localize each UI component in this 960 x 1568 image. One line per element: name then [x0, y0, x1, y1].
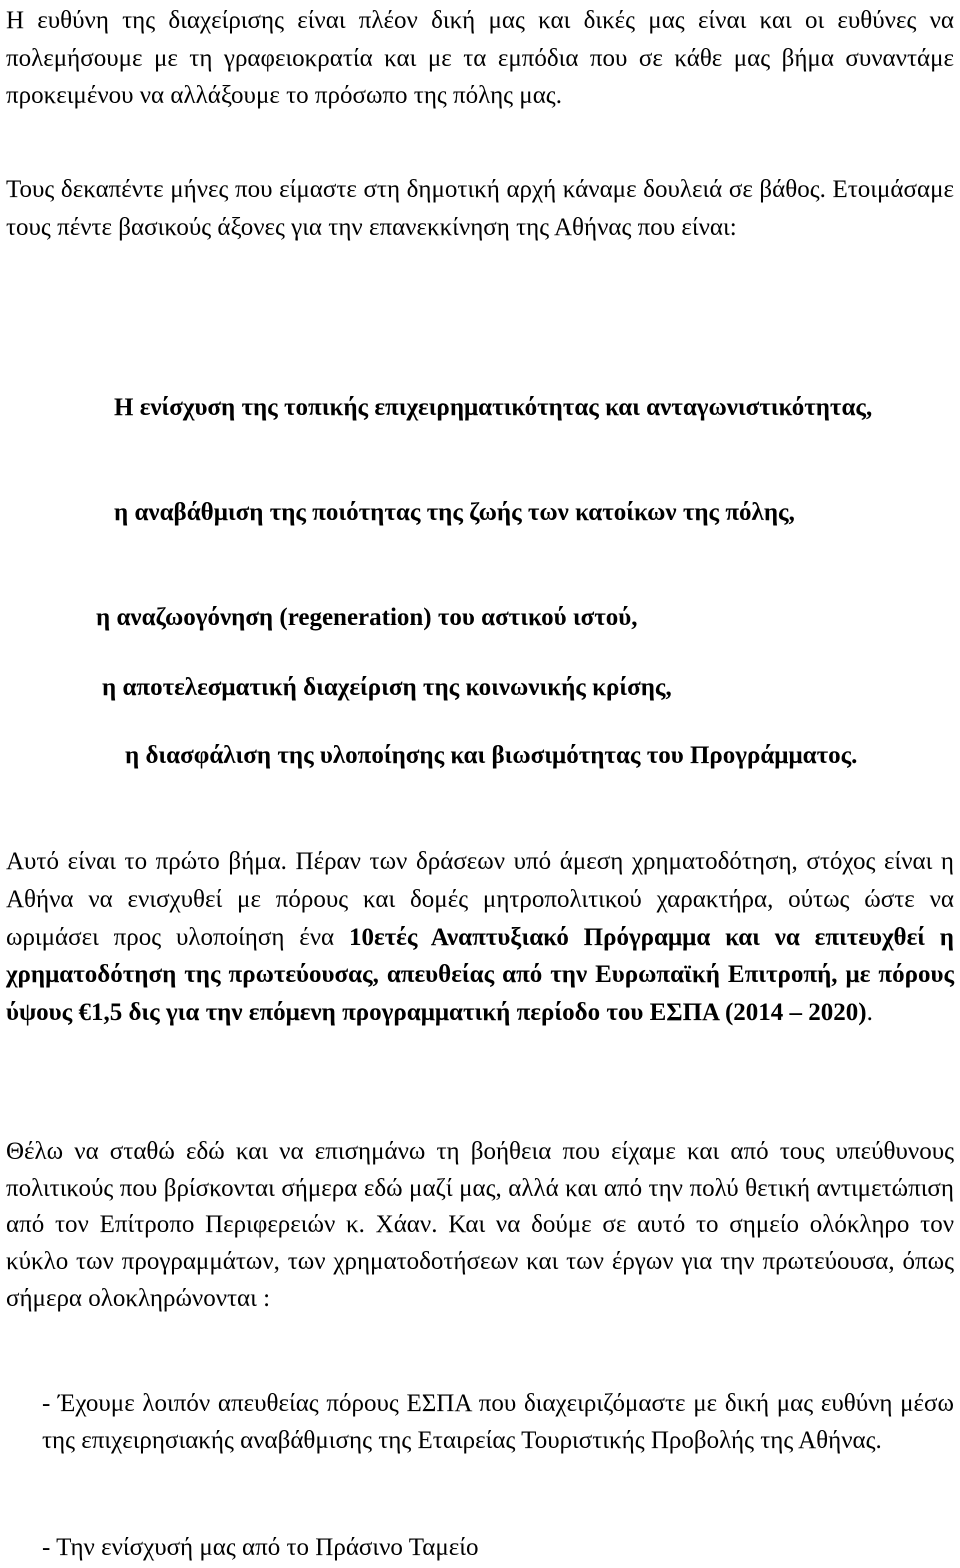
step-bold-text: 10ετές Αναπτυξιακό Πρόγραμμα και να επιτευχθεί η χρηματοδότηση της πρωτεύουσας, απευθείας από την Ευρωπαϊκή Επιτροπή, με πόρους ύψους €1,5 δις για την επόμενη προγραμματική περίοδο του ΕΣΠΑ (2014 – 2020) — [6, 923, 954, 1027]
axis-item-2-text: η αναβάθμιση της ποιότητας της ζωής των κατοίκων της πόλης, — [114, 499, 795, 526]
axis-item-3-text: η αναζωογόνηση (regeneration) του αστικού ιστού, — [96, 604, 638, 631]
step-plain-text: Αυτό είναι το πρώτο βήμα. Πέραν των δράσεων υπό άμεση χρηματοδότηση, στόχος είναι η Αθήνα να ενισχυθεί με πόρους και δομές μητροπολιτικού χαρακτήρα, ούτως ώστε να ωριμάσει προς υλοποίηση ένα — [6, 848, 954, 951]
axis-item-1 — [6, 390, 954, 425]
axis-item-5-text: η διασφάλιση της υλοποίησης και βιωσιμότητας του Προγράμματος. — [125, 742, 858, 769]
paragraph-intro: Η ευθύνη της διαχείρισης είναι πλέον δική μας και δικές μας είναι και οι ευθύνες να πολεμήσουμε με τη γραφειοκρατία και με τα εμπόδια που σε κάθε μας βήμα συναντάμε προκειμένου να αλλάξουμε το πρόσωπο της πόλης μας. — [6, 7, 954, 109]
axis-item-3 — [96, 600, 954, 635]
step-end-text: . — [866, 999, 873, 1027]
paragraph-months: Τους δεκαπέντε μήνες που είμαστε στη δημοτική αρχή κάναμε δουλειά σε βάθος. Ετοιμάσαμε τους πέντε βασικούς άξονες για την επανεκκίνηση της Αθήνας που είναι: — [6, 176, 954, 241]
axis-item-2 — [84, 495, 954, 530]
axis-item-1-text: Η ενίσχυση της τοπικής επιχειρηματικότητας και ανταγωνιστικότητας, — [114, 394, 873, 421]
axis-item-5 — [87, 738, 954, 773]
axis-item-4 — [102, 670, 954, 705]
paragraph-first-step — [6, 843, 954, 1032]
axis-item-4-text: η αποτελεσματική διαχείριση της κοινωνικής κρίσης, — [102, 674, 672, 701]
bullet-item-2: - Την ενίσχυσή μας από το Πράσινο Ταμείο — [42, 1534, 479, 1561]
bullet-item-1: - Έχουμε λοιπόν απευθείας πόρους ΕΣΠΑ που διαχειριζόμαστε με δική μας ευθύνη μέσω της επιχειρησιακής αναβάθμισης της Εταιρείας Τουριστικής Προβολής της Αθήνας. — [42, 1390, 954, 1454]
paragraph-thanks: Θέλω να σταθώ εδώ και να επισημάνω τη βοήθεια που είχαμε και από τους υπεύθυνους πολιτικούς που βρίσκονται σήμερα εδώ μαζί μας, αλλά και από την πολύ θετική αντιμετώπιση από τον Επίτροπο Περιφερειών κ. Χάαν. Και να δούμε σε αυτό το σημείο ολόκληρο τον κύκλο των προγραμμάτων, των χρηματοδοτήσεων και των έργων για την πρωτεύουσα, όπως σήμερα ολοκληρώνονται : — [6, 1138, 954, 1312]
